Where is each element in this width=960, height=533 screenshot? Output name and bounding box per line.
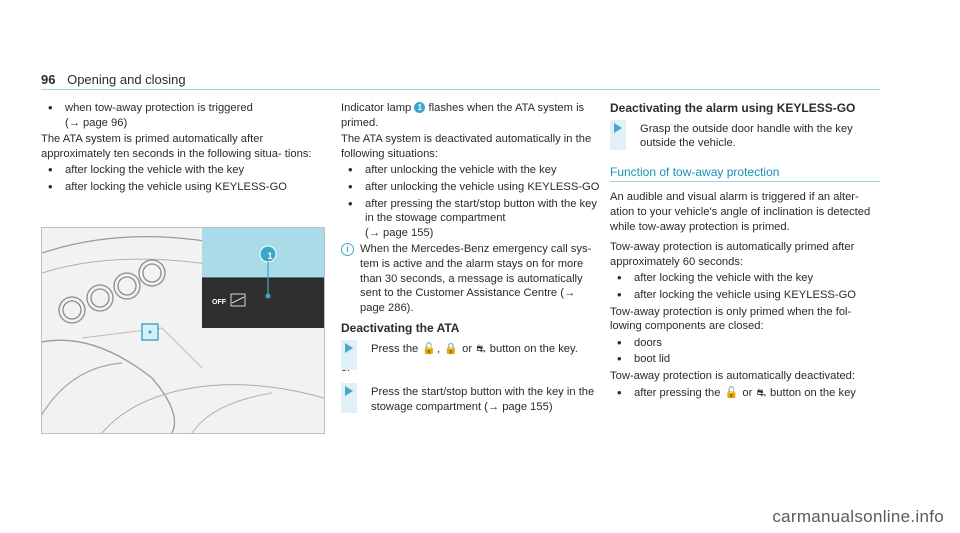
list-item: • after pressing the start/stop button with the key in the stowage compartment (→ page 155) (348, 197, 601, 241)
or-text (341, 361, 601, 376)
list-item: • after locking the vehicle using KEYLESS-GO (48, 180, 321, 195)
instruction-step: Press the start/stop button with the key in the stowage compartment (→ page 155) (341, 385, 601, 414)
header-divider (41, 89, 880, 90)
instruction-step: Grasp the outside door handle with the key outside the vehicle. (610, 122, 880, 151)
page-header (41, 72, 186, 87)
boot-lid-key-icon: ⛐ (476, 341, 486, 355)
deactivating-alarm-heading: Deactivating the alarm using KEYLESS-GO (610, 101, 856, 115)
indicator-paragraph: Indicator lamp 1 flashes when the ATA system is primed. (341, 102, 585, 129)
info-icon: i (341, 243, 354, 256)
tow-away-para: An audible and visual alarm is triggered if an alter- ation to your vehicle's angle of inclination is detected while tow-away protection is primed. (610, 191, 871, 233)
tow-away-section-heading: Function of tow-away protection (610, 165, 880, 183)
list-item: • after locking the vehicle with the key (617, 271, 880, 286)
list-item: • after locking the vehicle using KEYLESS-GO (617, 288, 880, 303)
auto-primed-text: The ATA system is primed automatically after approximately ten seconds in the following situa- tions: (41, 133, 312, 160)
deactivating-ata-heading: Deactivating the ATA (341, 321, 460, 336)
tow-away-para: Tow-away protection is automatically deactivated: (610, 369, 855, 382)
lock-key-icon: 🔒 (444, 341, 458, 355)
page-reference-link[interactable]: (→ page 96) (65, 116, 128, 129)
callout-badge: 1 (414, 102, 425, 113)
boot-lid-key-icon: ⛐ (756, 385, 766, 399)
list-item: • doors (617, 336, 880, 351)
deactivated-text: The ATA system is deactivated automatically in the following situations: (341, 133, 592, 160)
tow-away-para: Tow-away protection is only primed when the fol- lowing components are closed: (610, 305, 852, 333)
watermark: carmanualsonline.info (772, 507, 944, 526)
column-left (41, 101, 321, 197)
step-arrow-icon (341, 340, 357, 370)
dashboard-drawing (42, 228, 324, 433)
panel-off-label: OFF (212, 299, 226, 306)
unlock-key-icon: 🔓 (422, 341, 437, 355)
bullet-text: when tow-away protection is triggered (65, 102, 253, 114)
step-arrow-icon (610, 120, 626, 150)
page-number: 96 (41, 72, 56, 87)
list-item (48, 101, 321, 130)
column-middle (341, 101, 601, 416)
list-item: • after pressing the 🔓 or ⛐ button on the key (617, 386, 880, 401)
step-arrow-icon (341, 383, 357, 413)
info-note: i When the Mercedes-Benz emergency call sys- tem is active and the alarm stays on for more than 30 seconds, a message is automatically sent to the Customer Assistance Centre (→ page 286). (341, 242, 601, 315)
unlock-key-icon: 🔓 (724, 385, 739, 399)
section-title: Opening and closing (67, 72, 186, 87)
figure-callout-badge: 1 (267, 251, 273, 261)
column-right (610, 101, 880, 402)
list-item: • after locking the vehicle with the key (48, 163, 321, 178)
dashboard-illustration (41, 227, 325, 434)
list-item: • after unlocking the vehicle with the key (348, 163, 601, 178)
list-item: • boot lid (617, 352, 880, 367)
list-item: • after unlocking the vehicle using KEYLESS-GO (348, 180, 601, 195)
page-reference-link[interactable]: (→ page 155) (365, 226, 434, 239)
instruction-step: Press the 🔓, 🔒 or ⛐ button on the key. (341, 342, 601, 357)
tow-away-para: Tow-away protection is automatically primed after approximately 60 seconds: (610, 241, 855, 268)
